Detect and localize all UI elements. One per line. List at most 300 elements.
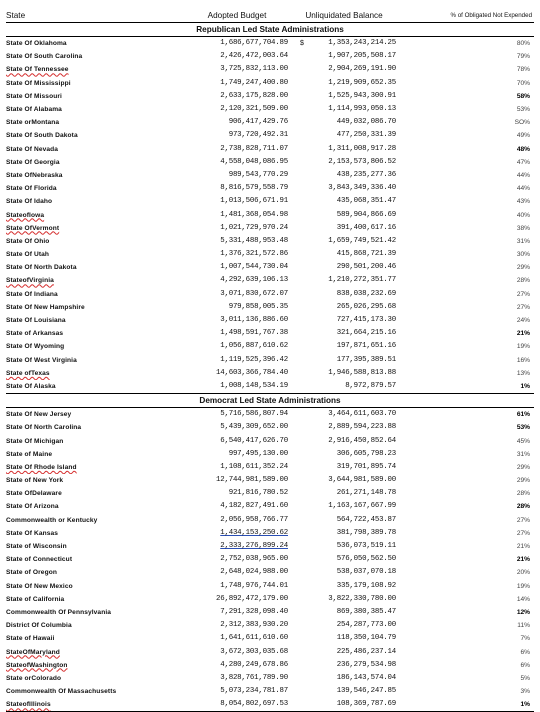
- cell-state: [6, 340, 182, 353]
- state-name: State of Arkansas: [6, 330, 64, 338]
- cell-adopted-budget: [182, 314, 292, 327]
- cell-adopted-budget: [182, 606, 292, 619]
- header-unliquidated-balance: Unliquidated Balance: [292, 9, 396, 23]
- cell-state: [6, 50, 182, 63]
- budget-value: 2,312,383,930.20: [220, 621, 288, 630]
- table-row: [6, 461, 534, 474]
- cell-currency-symbol: [292, 421, 306, 434]
- cell-state: [6, 169, 182, 182]
- cell-state: [6, 553, 182, 566]
- cell-adopted-budget: [182, 301, 292, 314]
- cell-pct-not-expended: 19%: [516, 343, 531, 351]
- header-row: [6, 9, 534, 23]
- cell-state: [6, 301, 182, 314]
- cell-unliquidated-balance: 1,219,909,652.35: [328, 78, 397, 87]
- cell-state: [6, 77, 182, 90]
- cell-unliquidated-balance: 1,659,749,521.42: [328, 236, 397, 245]
- table-row: [6, 195, 534, 208]
- cell-state: [6, 156, 182, 169]
- cell-adopted-budget: [182, 288, 292, 301]
- budget-value: 1,498,591,767.38: [220, 329, 288, 338]
- cell-adopted-budget: [182, 461, 292, 474]
- cell-adopted-budget: [182, 645, 292, 658]
- budget-value: 1,748,976,744.01: [220, 581, 288, 590]
- cell-pct-not-expended: 21%: [516, 556, 531, 564]
- cell-currency-symbol: [292, 632, 306, 645]
- cell-adopted-budget: [182, 90, 292, 103]
- cell-unliquidated-balance: 197,871,651.16: [336, 342, 397, 351]
- cell-pct-not-expended: 58%: [516, 92, 531, 100]
- state-name: State Of Georgia: [6, 158, 60, 166]
- budget-value: 1,119,525,396.42: [220, 355, 288, 364]
- cell-adopted-budget: [182, 434, 292, 447]
- cell-currency-symbol: [292, 606, 306, 619]
- cell-state: [6, 619, 182, 632]
- cell-unliquidated-balance: 438,235,277.36: [336, 170, 397, 179]
- state-name: State Of Mississippi: [6, 79, 71, 87]
- budget-value: 1,434,153,250.62: [220, 528, 288, 537]
- cell-currency-symbol: [292, 274, 306, 287]
- cell-state: [6, 566, 182, 579]
- cell-unliquidated-balance: 391,400,617.16: [336, 223, 397, 232]
- budget-value: 5,331,488,953.48: [220, 236, 288, 245]
- table-row: [6, 619, 534, 632]
- state-name: State Of Kansas: [6, 529, 59, 537]
- cell-adopted-budget: [182, 116, 292, 129]
- budget-value: 5,439,309,652.00: [220, 423, 288, 432]
- state-name: StateofIllinois: [6, 701, 51, 709]
- cell-currency-symbol: [292, 698, 306, 712]
- section-header-row: [6, 394, 534, 408]
- budget-value: 1,021,729,970.24: [220, 223, 288, 232]
- state-name: State OfNebraska: [6, 171, 63, 179]
- budget-value: 14,603,366,784.40: [216, 368, 288, 377]
- budget-value: 979,858,005.35: [228, 302, 288, 311]
- cell-unliquidated-balance: 3,822,330,780.00: [328, 594, 397, 603]
- state-name: State Of Utah: [6, 251, 50, 259]
- cell-adopted-budget: [182, 129, 292, 142]
- table-row: [6, 553, 534, 566]
- cell-adopted-budget: [182, 527, 292, 540]
- budget-value: 1,108,611,352.24: [220, 462, 288, 471]
- cell-adopted-budget: [182, 474, 292, 487]
- cell-state: [6, 632, 182, 645]
- cell-adopted-budget: [182, 208, 292, 221]
- state-name: State of Maine: [6, 450, 53, 458]
- table-row: [6, 327, 534, 340]
- cell-pct-not-expended: 28%: [516, 277, 531, 285]
- budget-value: 1,686,677,704.89: [220, 39, 288, 48]
- cell-pct-not-expended: 19%: [516, 582, 531, 590]
- cell-currency-symbol: [292, 685, 306, 698]
- cell-adopted-budget: [182, 593, 292, 606]
- cell-currency-symbol: [292, 514, 306, 527]
- cell-unliquidated-balance: 1,946,588,813.88: [328, 368, 397, 377]
- budget-value: 906,417,429.76: [228, 118, 288, 127]
- state-name: State Of Tennessee: [6, 66, 69, 74]
- state-name: State of Oregon: [6, 569, 57, 577]
- cell-pct-not-expended: 29%: [516, 264, 531, 272]
- cell-pct-not-expended: 78%: [516, 66, 531, 74]
- cell-currency-symbol: [292, 90, 306, 103]
- budget-value: 921,816,780.52: [228, 489, 288, 498]
- cell-state: [6, 487, 182, 500]
- table-row: [6, 143, 534, 156]
- cell-pct-not-expended: 28%: [516, 490, 531, 498]
- cell-state: [6, 235, 182, 248]
- cell-state: [6, 288, 182, 301]
- cell-currency-symbol: [292, 434, 306, 447]
- cell-unliquidated-balance: 1,114,993,050.13: [328, 105, 397, 114]
- cell-adopted-budget: [182, 619, 292, 632]
- cell-state: [6, 37, 182, 51]
- cell-currency-symbol: [292, 367, 306, 380]
- cell-pct-not-expended: 24%: [516, 317, 531, 325]
- cell-adopted-budget: [182, 340, 292, 353]
- state-name: State of Hawaii: [6, 635, 55, 643]
- cell-currency-symbol: [292, 474, 306, 487]
- budget-table: [6, 9, 534, 712]
- cell-state: [6, 448, 182, 461]
- cell-pct-not-expended: SO%: [514, 119, 531, 127]
- budget-value: 3,071,830,672.07: [220, 289, 288, 298]
- cell-unliquidated-balance: 1,163,167,667.99: [328, 502, 397, 511]
- state-name: StateofIowa: [6, 211, 45, 219]
- cell-currency-symbol: [292, 301, 306, 314]
- cell-state: [6, 354, 182, 367]
- cell-unliquidated-balance: 290,501,200.46: [336, 263, 397, 272]
- cell-pct-not-expended: 40%: [516, 211, 531, 219]
- table-row: [6, 593, 534, 606]
- cell-state: [6, 314, 182, 327]
- budget-value: 2,426,472,003.64: [220, 52, 288, 61]
- cell-pct-not-expended: 31%: [516, 450, 531, 458]
- cell-currency-symbol: [292, 500, 306, 513]
- state-name: State Of Louisiana: [6, 317, 66, 325]
- cell-state: [6, 434, 182, 447]
- table-row: [6, 169, 534, 182]
- cell-state: [6, 685, 182, 698]
- cell-unliquidated-balance: 576,050,562.50: [336, 555, 397, 564]
- cell-unliquidated-balance: 3,843,349,336.40: [328, 184, 397, 193]
- cell-pct-not-expended: 47%: [516, 158, 531, 166]
- cell-state: [6, 421, 182, 434]
- cell-adopted-budget: [182, 327, 292, 340]
- state-name: District Of Columbia: [6, 622, 72, 630]
- budget-value: 4,182,827,491.60: [220, 502, 288, 511]
- table-row: [6, 527, 534, 540]
- cell-pct-not-expended: 3%: [520, 688, 531, 696]
- cell-pct-not-expended: 13%: [516, 369, 531, 377]
- cell-currency-symbol: [292, 619, 306, 632]
- cell-pct-not-expended: 30%: [516, 251, 531, 259]
- state-name: Commonwealth Of Pennsylvania: [6, 608, 112, 616]
- cell-currency-symbol: [292, 566, 306, 579]
- table-row: [6, 421, 534, 434]
- table-row: [6, 500, 534, 513]
- cell-currency-symbol: [292, 580, 306, 593]
- cell-pct-not-expended: 31%: [516, 237, 531, 245]
- state-name: State Of West Virginia: [6, 356, 77, 364]
- cell-unliquidated-balance: 108,369,787.69: [306, 698, 396, 712]
- cell-currency-symbol: [292, 487, 306, 500]
- cell-currency-symbol: [292, 169, 306, 182]
- cell-unliquidated-balance: 254,287,773.00: [336, 621, 397, 630]
- cell-currency-symbol: [292, 659, 306, 672]
- cell-state: [6, 408, 182, 422]
- cell-unliquidated-balance: 306,605,798.23: [336, 449, 397, 458]
- cell-adopted-budget: [182, 37, 292, 51]
- cell-currency-symbol: [292, 222, 306, 235]
- state-name: State Of Nevada: [6, 145, 59, 153]
- cell-unliquidated-balance: 869,380,385.47: [336, 607, 397, 616]
- state-name: State of Connecticut: [6, 556, 73, 564]
- cell-currency-symbol: [292, 540, 306, 553]
- budget-value: 1,013,506,671.91: [220, 197, 288, 206]
- table-row: [6, 156, 534, 169]
- budget-value: 4,558,048,086.95: [220, 157, 288, 166]
- cell-unliquidated-balance: 319,701,895.74: [336, 462, 397, 471]
- budget-value: 5,716,586,807.94: [220, 410, 288, 419]
- state-name: State Of Oklahoma: [6, 40, 67, 48]
- cell-adopted-budget: [182, 380, 292, 394]
- table-row: [6, 434, 534, 447]
- table-row: [6, 380, 534, 394]
- cell-unliquidated-balance: 1,353,243,214.25: [328, 39, 397, 48]
- cell-currency-symbol: $: [300, 40, 304, 48]
- table-row: [6, 222, 534, 235]
- cell-unliquidated-balance: 415,868,721.39: [336, 250, 397, 259]
- cell-pct-not-expended: 12%: [516, 608, 531, 616]
- table-row: [6, 340, 534, 353]
- cell-adopted-budget: [182, 553, 292, 566]
- cell-currency-symbol: [292, 116, 306, 129]
- table-row: [6, 540, 534, 553]
- cell-adopted-budget: [182, 514, 292, 527]
- header-state: State: [6, 9, 182, 23]
- cell-unliquidated-balance: 381,798,389.78: [336, 528, 397, 537]
- budget-value: 6,540,417,626.70: [220, 436, 288, 445]
- cell-unliquidated-balance: 139,546,247.85: [336, 687, 397, 696]
- cell-unliquidated-balance: 838,038,232.69: [336, 289, 397, 298]
- header-pct-not-expended: % of Obligated Not Expended: [396, 9, 534, 23]
- state-name: State Of Alaska: [6, 382, 56, 390]
- cell-currency-symbol: [292, 77, 306, 90]
- budget-value: 2,648,024,988.00: [220, 568, 288, 577]
- cell-state: [6, 540, 182, 553]
- table-body: [6, 23, 534, 712]
- state-name: State OfDelaware: [6, 490, 62, 498]
- cell-adopted-budget: [182, 182, 292, 195]
- cell-adopted-budget: [182, 698, 292, 712]
- cell-adopted-budget: [182, 222, 292, 235]
- cell-currency-symbol: [292, 143, 306, 156]
- table-row: [6, 90, 534, 103]
- budget-value: 26,892,472,179.00: [216, 594, 288, 603]
- cell-state: [6, 116, 182, 129]
- section-header-row: [6, 23, 534, 37]
- cell-adopted-budget: [182, 235, 292, 248]
- cell-unliquidated-balance: 265,026,295.68: [336, 302, 397, 311]
- cell-pct-not-expended: 29%: [516, 477, 531, 485]
- cell-unliquidated-balance: 727,415,173.30: [336, 316, 397, 325]
- table-row: [6, 63, 534, 76]
- cell-unliquidated-balance: 1,210,272,351.77: [328, 276, 397, 285]
- cell-pct-not-expended: 27%: [516, 529, 531, 537]
- state-name: State Of Rhode Island: [6, 463, 77, 471]
- budget-value: 2,738,828,711.07: [220, 144, 288, 153]
- table-row: [6, 77, 534, 90]
- table-row: [6, 580, 534, 593]
- budget-value: 2,120,321,509.00: [220, 105, 288, 114]
- cell-pct-not-expended: 80%: [516, 40, 531, 48]
- cell-unliquidated-balance: 177,395,389.51: [336, 355, 397, 364]
- cell-adopted-budget: [182, 103, 292, 116]
- cell-unliquidated-balance: 435,068,351.47: [336, 197, 397, 206]
- table-row: [6, 632, 534, 645]
- cell-state: [6, 143, 182, 156]
- table-row: [6, 606, 534, 619]
- cell-adopted-budget: [182, 169, 292, 182]
- cell-adopted-budget: [182, 143, 292, 156]
- cell-pct-not-expended: 44%: [516, 185, 531, 193]
- cell-pct-not-expended: 29%: [516, 463, 531, 471]
- cell-state: [6, 208, 182, 221]
- budget-value: 2,056,958,766.77: [220, 515, 288, 524]
- cell-adopted-budget: [182, 63, 292, 76]
- cell-pct-not-expended: 20%: [516, 569, 531, 577]
- budget-document: [6, 9, 534, 712]
- cell-state: [6, 580, 182, 593]
- cell-currency-symbol: [292, 63, 306, 76]
- cell-state: [6, 261, 182, 274]
- state-name: State Of Missouri: [6, 92, 62, 100]
- cell-state: [6, 367, 182, 380]
- state-name: Commonwealth Of Massachusetts: [6, 688, 117, 696]
- cell-unliquidated-balance: 186,143,574.04: [336, 673, 397, 682]
- cell-adopted-budget: [182, 632, 292, 645]
- cell-adopted-budget: [182, 261, 292, 274]
- state-name: StateofWashington: [6, 661, 68, 669]
- cell-currency-symbol: [292, 195, 306, 208]
- cell-pct-not-expended: 27%: [516, 303, 531, 311]
- cell-adopted-budget: [182, 367, 292, 380]
- budget-value: 2,333,276,899.24: [220, 542, 288, 551]
- state-name: State Of South Carolina: [6, 53, 83, 61]
- cell-currency-symbol: [292, 182, 306, 195]
- budget-value: 7,291,328,098.40: [220, 607, 288, 616]
- state-name: State Of Ohio: [6, 237, 50, 245]
- cell-state: [6, 90, 182, 103]
- table-row: [6, 261, 534, 274]
- table-row: [6, 129, 534, 142]
- cell-unliquidated-balance: 589,904,866.69: [336, 210, 397, 219]
- budget-value: 12,744,981,589.00: [216, 476, 288, 485]
- state-name: State Of New Hampshire: [6, 303, 85, 311]
- cell-state: [6, 222, 182, 235]
- cell-unliquidated-balance: 3,464,611,603.70: [328, 410, 397, 419]
- table-row: [6, 408, 534, 422]
- cell-currency-symbol: [292, 261, 306, 274]
- cell-unliquidated-balance: 321,664,215.16: [336, 329, 397, 338]
- cell-state: [6, 182, 182, 195]
- cell-unliquidated-balance: 564,722,453.87: [336, 515, 397, 524]
- table-row: [6, 235, 534, 248]
- cell-unliquidated-balance: 118,350,104.79: [336, 634, 397, 643]
- table-row: [6, 116, 534, 129]
- state-name: State OfVermont: [6, 224, 60, 232]
- cell-currency-symbol: [292, 50, 306, 63]
- cell-currency-symbol: [292, 354, 306, 367]
- cell-pct-not-expended: 38%: [516, 224, 531, 232]
- cell-adopted-budget: [182, 566, 292, 579]
- cell-currency-symbol: [292, 327, 306, 340]
- cell-pct-not-expended: 21%: [516, 543, 531, 551]
- state-name: State of Wisconsin: [6, 543, 67, 551]
- cell-state: [6, 129, 182, 142]
- table-row: [6, 288, 534, 301]
- cell-currency-symbol: [292, 248, 306, 261]
- cell-unliquidated-balance: 8,972,879.57: [306, 380, 396, 394]
- cell-adopted-budget: [182, 195, 292, 208]
- cell-state: [6, 274, 182, 287]
- budget-value: 4,292,639,106.13: [220, 276, 288, 285]
- state-name: Commonwealth or Kentucky: [6, 516, 98, 524]
- budget-value: 8,054,802,697.53: [220, 700, 288, 709]
- cell-state: [6, 248, 182, 261]
- table-row: [6, 698, 534, 712]
- state-name: State Of Florida: [6, 185, 57, 193]
- cell-unliquidated-balance: 236,279,534.98: [336, 660, 397, 669]
- cell-pct-not-expended: 11%: [517, 622, 531, 630]
- cell-state: [6, 514, 182, 527]
- cell-adopted-budget: [182, 540, 292, 553]
- cell-state: [6, 527, 182, 540]
- section-title: Democrat Led State Administrations: [6, 394, 534, 408]
- cell-state: [6, 672, 182, 685]
- budget-value: 3,011,136,886.60: [220, 316, 288, 325]
- state-name: State ofTexas: [6, 369, 50, 377]
- cell-currency-symbol: [292, 208, 306, 221]
- budget-value: 997,495,130.00: [228, 449, 288, 458]
- cell-pct-not-expended: 45%: [516, 437, 531, 445]
- state-name: State orColorado: [6, 674, 62, 682]
- cell-pct-not-expended: 44%: [516, 171, 531, 179]
- table-row: [6, 248, 534, 261]
- cell-pct-not-expended: 6%: [520, 648, 531, 656]
- cell-adopted-budget: [182, 354, 292, 367]
- cell-adopted-budget: [182, 500, 292, 513]
- table-row: [6, 685, 534, 698]
- cell-currency-symbol: [292, 380, 306, 394]
- table-row: [6, 514, 534, 527]
- cell-currency-symbol: [292, 553, 306, 566]
- table-row: [6, 659, 534, 672]
- cell-adopted-budget: [182, 408, 292, 422]
- cell-currency-symbol: [292, 288, 306, 301]
- cell-unliquidated-balance: 538,037,070.18: [336, 568, 397, 577]
- cell-currency-symbol: [292, 156, 306, 169]
- cell-pct-not-expended: 21%: [516, 330, 531, 338]
- budget-value: 1,008,148,534.19: [220, 381, 288, 390]
- state-name: StateofVirginia: [6, 277, 54, 285]
- budget-value: 5,073,234,781.87: [220, 687, 288, 696]
- table-row: [6, 50, 534, 63]
- table-row: [6, 274, 534, 287]
- budget-value: 8,816,579,558.79: [220, 184, 288, 193]
- cell-unliquidated-balance: 1,311,008,917.28: [328, 144, 397, 153]
- cell-unliquidated-balance: 477,250,331.39: [336, 131, 397, 140]
